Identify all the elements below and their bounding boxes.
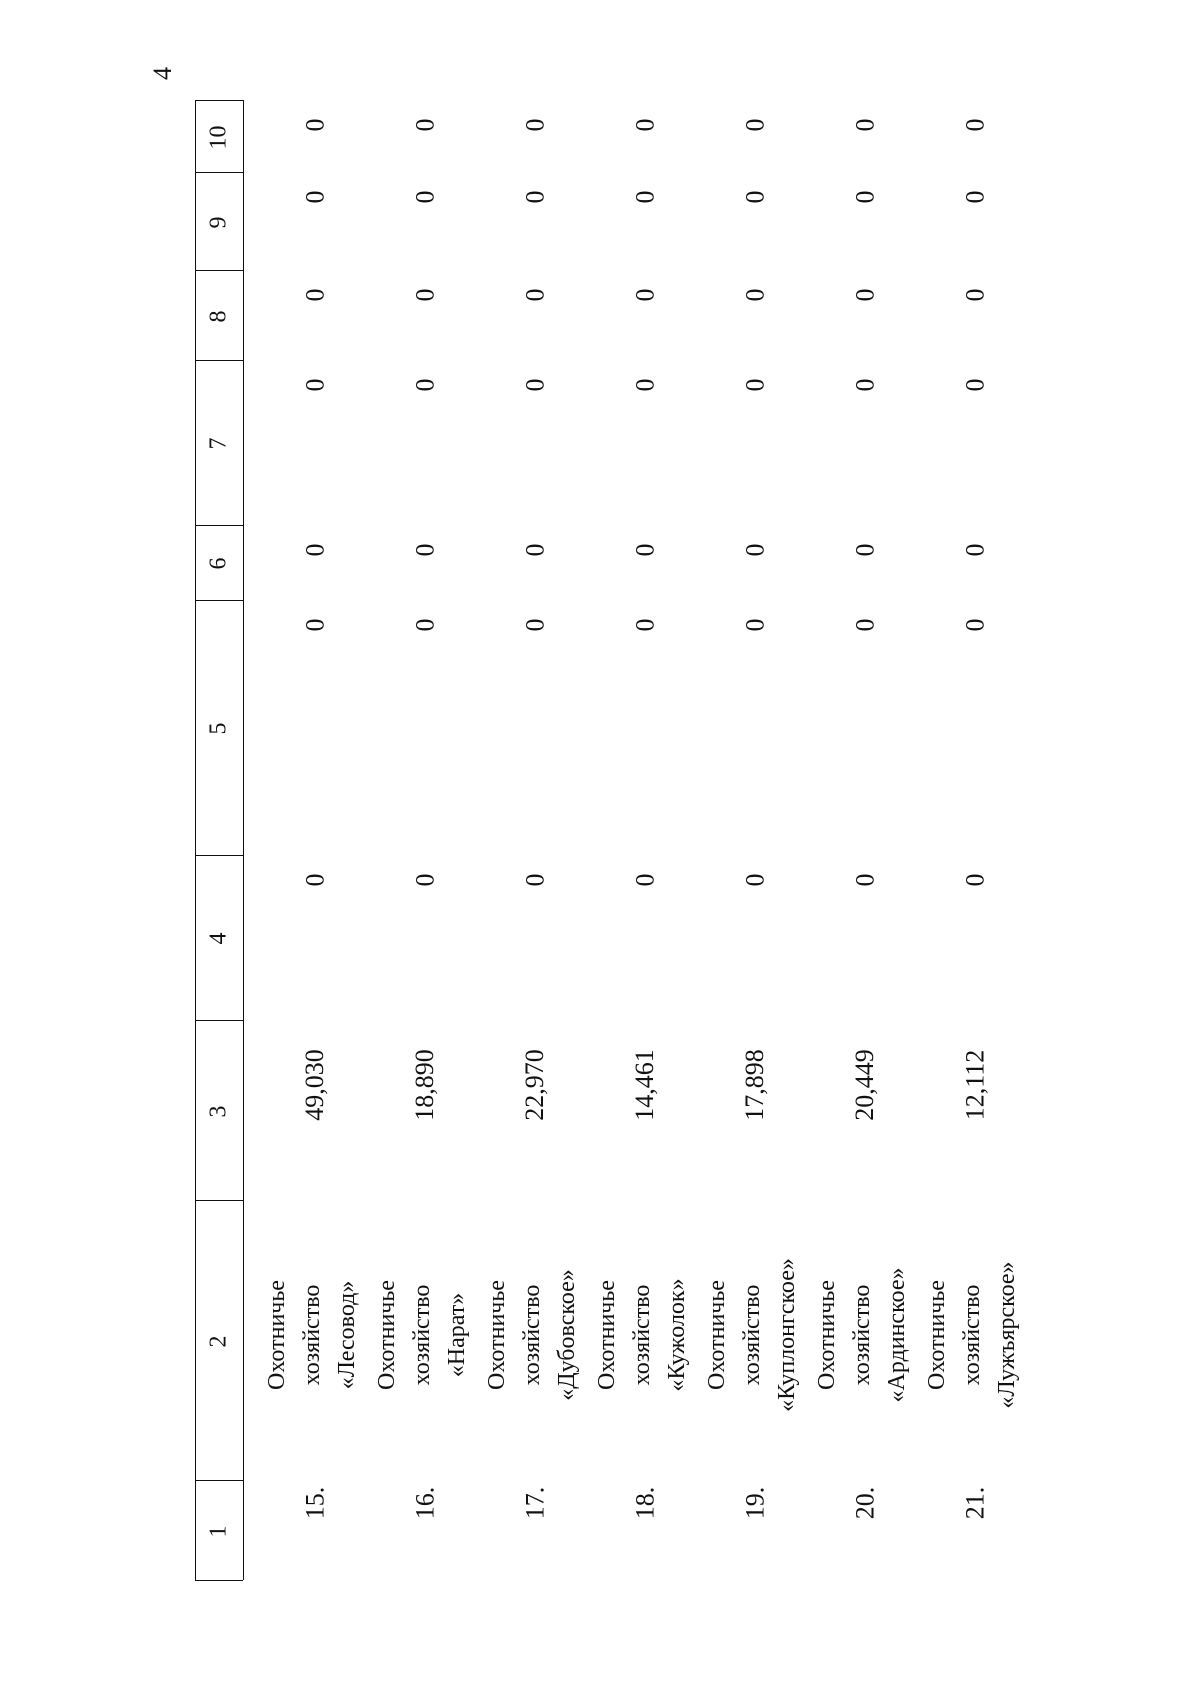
cell-col-5	[700, 610, 810, 634]
column-header-3	[195, 1020, 243, 1201]
cell-value: 0	[630, 378, 659, 392]
cell-col-3	[370, 1049, 480, 1164]
cell-col-9	[480, 182, 590, 206]
cell-col-9	[920, 182, 1030, 206]
cell-col-5	[590, 610, 700, 634]
name-line: Охотничье	[264, 1280, 290, 1390]
cell-value: 0	[300, 378, 329, 392]
cell-value: 0	[740, 118, 769, 132]
cell-value: 0	[740, 190, 769, 204]
cell-col-8	[590, 280, 700, 304]
cell-value: 0	[300, 618, 329, 632]
cell-col-8	[260, 280, 370, 304]
cell-col-7	[810, 370, 920, 394]
name-line: Охотничье	[374, 1280, 400, 1390]
cell-value: 0	[630, 118, 659, 132]
cell-value: 14,461	[630, 1049, 659, 1121]
cell-col-7	[260, 370, 370, 394]
table-row	[480, 100, 590, 1580]
cell-value: 0	[630, 288, 659, 302]
name-line: Охотничье	[594, 1280, 620, 1390]
cell-value: 12,112	[959, 1049, 989, 1121]
name-line: «Куплонгское»	[774, 1258, 800, 1412]
column-header-label: 6	[205, 557, 232, 570]
cell-value: 0	[850, 543, 879, 557]
table-row	[700, 100, 810, 1580]
cell-col-3	[480, 1049, 590, 1164]
cell-value: 0	[630, 190, 659, 204]
hunting-farm-name	[920, 1200, 1030, 1480]
cell-value: 0	[740, 543, 769, 557]
column-header-label: 8	[205, 310, 232, 322]
cell-col-4	[700, 865, 810, 889]
cell-value: 0	[520, 288, 549, 302]
name-line: «Лесовод»	[334, 1280, 360, 1390]
document-table	[195, 100, 1020, 1580]
cell-value: 0	[520, 378, 549, 392]
name-line: Охотничье	[814, 1280, 840, 1390]
header-bottom-line	[195, 1580, 243, 1581]
column-header-10	[195, 100, 243, 173]
cell-col-4	[920, 865, 1030, 889]
cell-value: 0	[410, 618, 439, 632]
row-number	[370, 1488, 480, 1540]
column-header-2	[195, 1200, 243, 1481]
cell-value: 17.	[520, 1486, 549, 1520]
cell-col-5	[370, 610, 480, 634]
name-line: хозяйство	[629, 1284, 655, 1386]
column-header-4	[195, 855, 243, 1021]
name-line: хозяйство	[739, 1284, 765, 1386]
cell-col-4	[370, 865, 480, 889]
cell-col-4	[590, 865, 700, 889]
cell-value: 0	[630, 543, 659, 557]
cell-value: 0	[960, 118, 989, 132]
cell-value: 0	[520, 118, 549, 132]
name-line: «Кужолок»	[664, 1278, 690, 1392]
cell-col-6	[480, 535, 590, 559]
cell-value: 0	[850, 873, 879, 887]
cell-col-6	[810, 535, 920, 559]
table-row	[590, 100, 700, 1580]
name-line: «Нарат»	[444, 1292, 470, 1378]
cell-col-6	[370, 535, 480, 559]
cell-value: 22,970	[520, 1049, 549, 1121]
cell-value: 0	[520, 873, 549, 887]
cell-col-3	[260, 1049, 370, 1164]
cell-col-5	[260, 610, 370, 634]
cell-col-3	[590, 1049, 700, 1164]
row-number	[590, 1488, 700, 1540]
cell-col-7	[920, 370, 1030, 394]
hunting-farm-name	[590, 1200, 700, 1480]
name-line: хозяйство	[409, 1284, 435, 1386]
cell-value: 0	[960, 618, 989, 632]
cell-col-3	[700, 1049, 810, 1164]
cell-value: 0	[850, 378, 879, 392]
cell-col-4	[260, 865, 370, 889]
cell-col-7	[370, 370, 480, 394]
row-number	[700, 1488, 810, 1540]
column-header-label: 4	[205, 932, 232, 945]
name-line: Охотничье	[924, 1280, 950, 1390]
table-row	[920, 100, 1030, 1580]
row-number	[260, 1488, 370, 1540]
cell-col-10	[480, 110, 590, 134]
cell-value: 49,030	[300, 1049, 329, 1121]
cell-col-10	[590, 110, 700, 134]
table-border-header	[243, 100, 244, 1580]
row-number	[920, 1488, 1030, 1540]
column-header-8	[195, 270, 243, 361]
cell-col-6	[700, 535, 810, 559]
name-line: хозяйство	[849, 1284, 875, 1386]
cell-value: 0	[410, 118, 439, 132]
hunting-farm-name	[480, 1200, 590, 1480]
column-header-label: 9	[205, 216, 232, 228]
cell-col-8	[480, 280, 590, 304]
cell-col-3	[810, 1049, 920, 1164]
cell-col-7	[700, 370, 810, 394]
name-line: «Ардинское»	[884, 1267, 910, 1403]
cell-value: 21.	[960, 1486, 989, 1520]
cell-value: 0	[630, 618, 659, 632]
cell-value: 0	[850, 118, 879, 132]
cell-col-8	[920, 280, 1030, 304]
column-header-5	[195, 600, 243, 856]
cell-col-5	[810, 610, 920, 634]
cell-value: 0	[740, 378, 769, 392]
name-line: хозяйство	[519, 1284, 545, 1386]
column-header-label: 3	[205, 1105, 232, 1117]
cell-col-3	[920, 1049, 1030, 1164]
cell-value: 0	[740, 873, 769, 887]
cell-col-9	[590, 182, 700, 206]
cell-value: 17,898	[740, 1049, 769, 1121]
column-header-label: 7	[205, 437, 232, 450]
cell-value: 19.	[740, 1486, 769, 1520]
cell-value: 16.	[410, 1486, 439, 1520]
cell-col-7	[480, 370, 590, 394]
cell-col-5	[920, 610, 1030, 634]
cell-value: 0	[520, 618, 549, 632]
cell-value: 0	[410, 873, 439, 887]
cell-value: 18,890	[410, 1049, 439, 1121]
column-header-label: 10	[205, 125, 232, 149]
cell-col-10	[370, 110, 480, 134]
cell-col-10	[260, 110, 370, 134]
cell-value: 15.	[300, 1486, 329, 1520]
name-line: Охотничье	[704, 1280, 730, 1390]
column-header-label: 5	[205, 722, 232, 735]
cell-col-9	[700, 182, 810, 206]
table-row	[370, 100, 480, 1580]
table-row	[810, 100, 920, 1580]
cell-value: 0	[960, 288, 989, 302]
cell-value: 0	[740, 288, 769, 302]
cell-value: 0	[300, 190, 329, 204]
cell-col-5	[480, 610, 590, 634]
cell-value: 0	[410, 288, 439, 302]
cell-value: 0	[850, 190, 879, 204]
cell-col-9	[370, 182, 480, 206]
cell-col-10	[810, 110, 920, 134]
column-header-label: 2	[205, 1335, 232, 1347]
cell-col-9	[810, 182, 920, 206]
column-header-1	[195, 1480, 243, 1581]
name-line: «Дубовское»	[554, 1269, 580, 1401]
hunting-farm-name	[260, 1200, 370, 1480]
cell-value: 0	[850, 618, 879, 632]
column-header-6	[195, 525, 243, 601]
cell-col-6	[920, 535, 1030, 559]
cell-value: 18.	[630, 1486, 659, 1520]
cell-value: 0	[850, 288, 879, 302]
hunting-farm-name	[700, 1200, 810, 1480]
table-row	[260, 100, 370, 1580]
column-header-7	[195, 360, 243, 526]
name-line: «Лужъярское»	[994, 1261, 1020, 1409]
cell-value: 0	[410, 543, 439, 557]
cell-col-4	[810, 865, 920, 889]
cell-value: 0	[520, 543, 549, 557]
column-header-label: 1	[205, 1525, 232, 1537]
cell-value: 0	[960, 543, 989, 557]
cell-col-10	[700, 110, 810, 134]
cell-col-6	[590, 535, 700, 559]
cell-value: 0	[740, 618, 769, 632]
cell-value: 0	[630, 873, 659, 887]
cell-col-8	[700, 280, 810, 304]
cell-value: 0	[300, 873, 329, 887]
cell-value: 0	[300, 543, 329, 557]
cell-col-8	[810, 280, 920, 304]
hunting-farm-name	[810, 1200, 920, 1480]
cell-value: 0	[960, 378, 989, 392]
name-line: хозяйство	[299, 1284, 325, 1386]
cell-value: 20.	[850, 1486, 879, 1520]
cell-col-6	[260, 535, 370, 559]
row-number	[480, 1488, 590, 1540]
cell-col-10	[920, 110, 1030, 134]
name-line: хозяйство	[959, 1284, 985, 1386]
column-header-9	[195, 172, 243, 271]
cell-value: 0	[960, 190, 989, 204]
cell-col-7	[590, 370, 700, 394]
cell-value: 20,449	[850, 1049, 879, 1121]
cell-value: 0	[410, 190, 439, 204]
cell-col-8	[370, 280, 480, 304]
cell-col-9	[260, 182, 370, 206]
hunting-farm-name	[370, 1200, 480, 1480]
cell-value: 0	[300, 288, 329, 302]
name-line: Охотничье	[484, 1280, 510, 1390]
page-number: 4	[148, 67, 177, 80]
row-number	[810, 1488, 920, 1540]
cell-col-4	[480, 865, 590, 889]
cell-value: 0	[520, 190, 549, 204]
cell-value: 0	[960, 873, 989, 887]
cell-value: 0	[300, 118, 329, 132]
cell-value: 0	[410, 378, 439, 392]
